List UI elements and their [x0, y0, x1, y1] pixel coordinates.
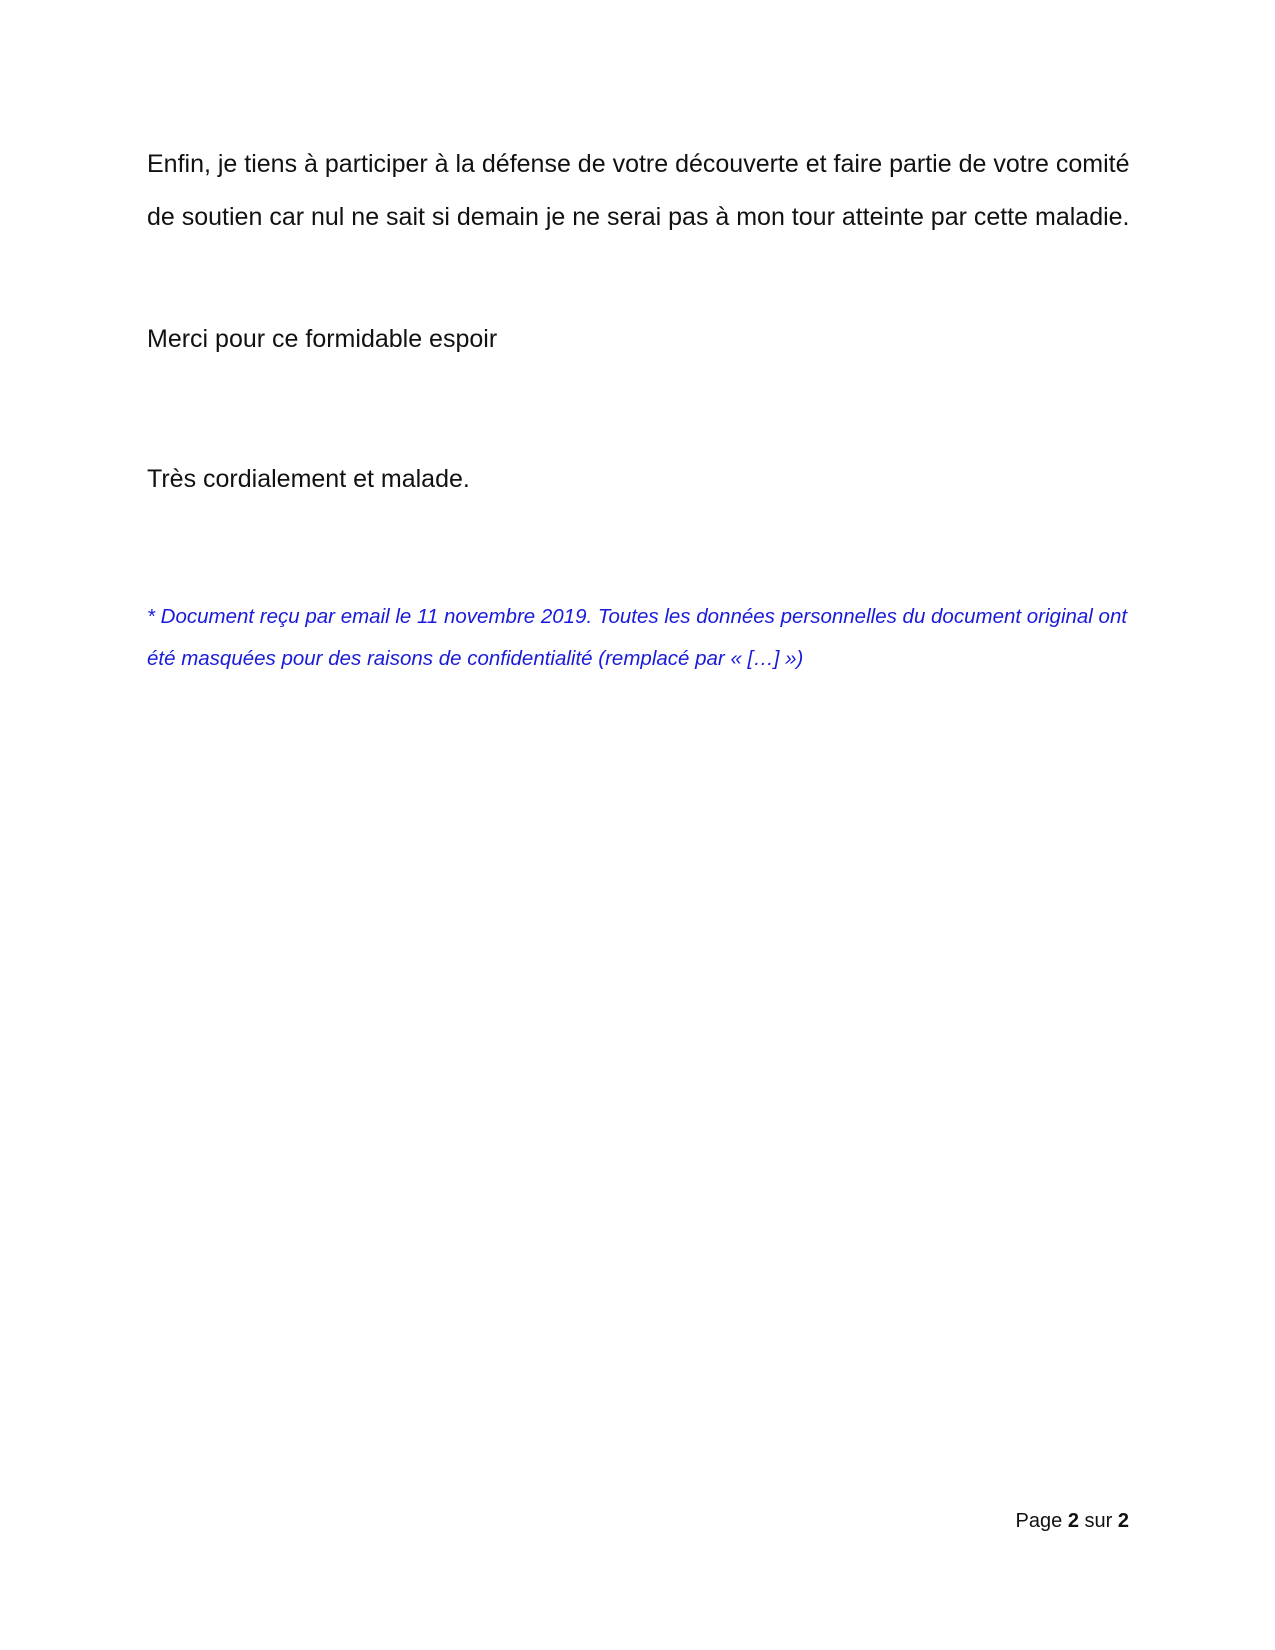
- current-page-number: 2: [1067, 1510, 1079, 1532]
- page-number-footer: [1016, 1508, 1129, 1534]
- closing-line: Très cordialement et malade.: [147, 465, 470, 493]
- body-paragraph: Enfin, je tiens à participer à la défense de votre découverte et faire partie de votre comité de soutien car nul ne sait si demain je ne serai pas à mon tour atteinte par cette maladie.: [147, 150, 1130, 231]
- body-paragraph: Merci pour ce formidable espoir: [147, 325, 498, 353]
- total-pages-number: 2: [1117, 1510, 1129, 1532]
- page-label: Page: [1015, 1510, 1063, 1532]
- editorial-note: * Document reçu par email le 11 novembre 2019. Toutes les données personnelles du document original ont été masquées pour des raisons de confidentialité (remplacé par « […] »): [147, 605, 1128, 670]
- page-separator: sur: [1084, 1510, 1113, 1532]
